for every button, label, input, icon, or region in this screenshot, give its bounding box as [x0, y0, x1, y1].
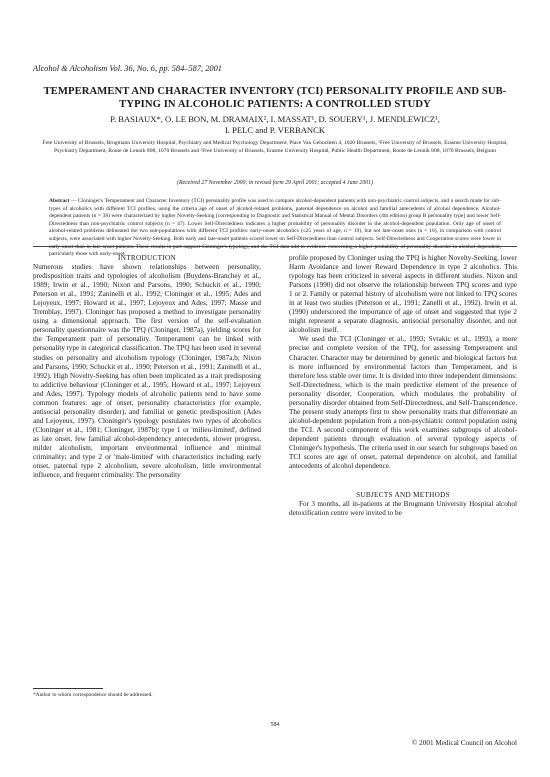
- author-list: [33, 114, 517, 135]
- authors-line-2: I. PELC and P. VERBANCK: [224, 124, 326, 135]
- received-dates: (Received 27 November 2000; in revised form 29 April 2001; accepted 4 June 2001): [177, 180, 373, 186]
- right-paragraph-2: We used the TCI (Cloninger et al., 1993; Svrakic et al., 1993), a more precise and complete version of the TPQ, for assessing Temperament and Character. Character may be determined by genetic and biological factors but is more influenced by environmental factors than Temperament, and is therefore less stable over time. It is divided into three independent dimensions: Self-Directedness, which is the main predictive element of the presence of personality disorder, Cooperation, which modulates the probability of personality disorder obtained from Self-Directedness, and Self-Transcendence. The present study attempts first to show personality traits that differentiate an alcohol-dependent population from a non-psychiatric control population using the TCI. A second component of this work examines subgroups of alcohol-dependent patients through evaluation of several typology aspects of Cloninger's hypothesis. The criteria used in our search for subgroups based on TCI scores are age of onset, paternal dependence on alcohol, and familial antecedents of alcohol dependence.: [289, 335, 517, 471]
- article-title: TEMPERAMENT AND CHARACTER INVENTORY (TCI) PERSONALITY PROFILE AND SUB-TYPING IN ALCOHOLIC PATIENTS: A CONTROLLED STUDY: [43, 86, 507, 110]
- methods-paragraph: For 3 months, all in-patients at the Brugmann University Hospital alcohol detoxification centre were invited to be: [289, 500, 517, 518]
- methods-heading: SUBJECTS AND METHODS: [356, 491, 450, 500]
- journal-citation: Alcohol & Alcoholism Vol. 36, No. 6, pp. 584–587, 2001: [33, 64, 222, 73]
- abstract-text: — Cloninger's Temperament and Character Inventory (TCI) personality profile was used to compare alcohol-dependent patients with non-psychiatric control subjects, and a search made for sub-types of alcoholics with different TCI profiles, using the criteria age of onset of alcohol-related problems, paternal dependence on alcohol and familial antecedents of alcohol dependence. Alcohol-dependent patients (n = 38) were characterized by higher Novelty-Seeking [corresponding to Diagnostic and Statistical Manual of Mental Disorders (4th edition) group B personality type] and lower Self-Directedness than non-psychiatric control subjects (n = 47). Lower Self-Directedness indicates a higher probability of personality disorder in the alcohol-dependent population. Only age of onset of alcohol-related problems delineated the two sub-populations with different TCI profiles: early-onset alcoholics (≤25 years of age, n = 19), but not late-onset ones (n = 16), in comparison with control subjects, were associated with higher Novelty-Seeking. Both early and late-onset patients scored lower on Self-Directedness than control subjects. Self-Directedness and Cooperation scores were lower in early-onset than in late-onset patients. These results in part support Cloninger's typology, and the TCI data add to evidence concerning a higher probability of personality disorder in alcohol-dependent, particularly those with early-onset.: [49, 198, 502, 258]
- introduction-heading: INTRODUCTION: [118, 254, 176, 262]
- copyright-notice: © 2001 Medical Council on Alcohol: [411, 739, 517, 747]
- correspondence-footnote: *Author to whom correspondence should be addressed.: [33, 692, 153, 698]
- abstract-divider: [33, 246, 517, 247]
- introduction-paragraph: Numerous studies have shown relationships between personality, predisposition traits and typologies of alcoholism (Buydens-Branchey et al., 1989; Irwin et al., 1990; Nixon and Parsons, 1990; Schuckit et al., 1990; Peterson et al., 1991; Zaninelli et al., 1992; Cloninger et al., 1995; Ades and Lejoyeux, 1997; Howard et al., 1997; Lejoyeux and Ades, 1997; Masse and Tremblay, 1997). Cloninger has proposed a method to investigate personality using a dimensional approach. The first version of the self-evaluation personality questionnaire was the TPQ (Cloninger, 1987a), yielding scores for the Temperament part of personality. Temperament can be linked with personality type in categorical classification. The TPQ has been used in several studies on personality and alcoholism typology (Cloninger, 1987a,b; Nixon and Parsons, 1990; Schuckit et al., 1990; Peterson et al., 1991; Zaninelli et al., 1992). High Novelty-Seeking has often been implicated as a trait predisposing to addictive behaviour (Cloninger et al., 1995; Howard et al., 1997; Lejoyeux and Ades, 1997). Typology models of alcoholic patients tend to have some common features: age of onset, personality characteristics (for example, antisocial personality disorder), and familial or genetic predisposition (Ades and Lejoyeux, 1997). Cloninger's typology postulates two types of alcoholics (Cloninger et al., 1981; Cloninger, 1987b): type 1 or 'milieu-limited', defined as late onset, few familial alcohol-dependency antecedents, slower progress, milder alcoholism, important environmental influence and minimal criminality; and type 2 or 'male-limited' with characteristics including early onset, paternal type 2 alcoholism, severe alcoholism, little environmental influence, and frequent criminality. The personality: [33, 263, 261, 480]
- left-column: [33, 254, 261, 480]
- abstract-label: Abstract: [49, 198, 70, 204]
- abstract: [49, 198, 501, 259]
- page-number: 584: [270, 722, 280, 728]
- footnote-divider: [33, 688, 103, 689]
- authors-line-1: P. BASIAUX*, O. LE BON, M. DRAMAIX², I. MASSAT¹, D. SOUERY¹, J. MENDLEWICZ¹,: [110, 114, 440, 124]
- right-column: [289, 254, 517, 518]
- affiliations: Free University of Brussels, Brugmann University Hospital, Psychiatry and Medical Psychology Department, Place Van Gehuchten 4, 1020 Brussels, ¹Free University of Brussels, Erasme University Hospital, Psychiatry Department, Route de Lennik 808, 1070 Brussels and ²Free University of Brussels, Erasme University Hospital, Public Health Department, Route de Lennik 808, 1070 Brussels, Belgium: [42, 140, 508, 154]
- right-paragraph-1: profile proposed by Cloninger using the TPQ is higher Novelty-Seeking, lower Harm Avoidance and lower Reward Dependence in type 2 alcoholics. This typology has been criticized in several aspects in different studies. Nixon and Parsons (1990) did not observe the relationship between TPQ scores and type 1 or 2. Family or paternal history of alcoholism were not linked to TPQ scores in at least two studies (Peterson et al., 1991; Zanelli et al., 1992). Irwin et al. (1990) underscored the importance of age of onset and suggested that type 2 might represent a separate diagnosis, antisocial personality disorder, and not alcoholism itself.: [289, 254, 517, 335]
